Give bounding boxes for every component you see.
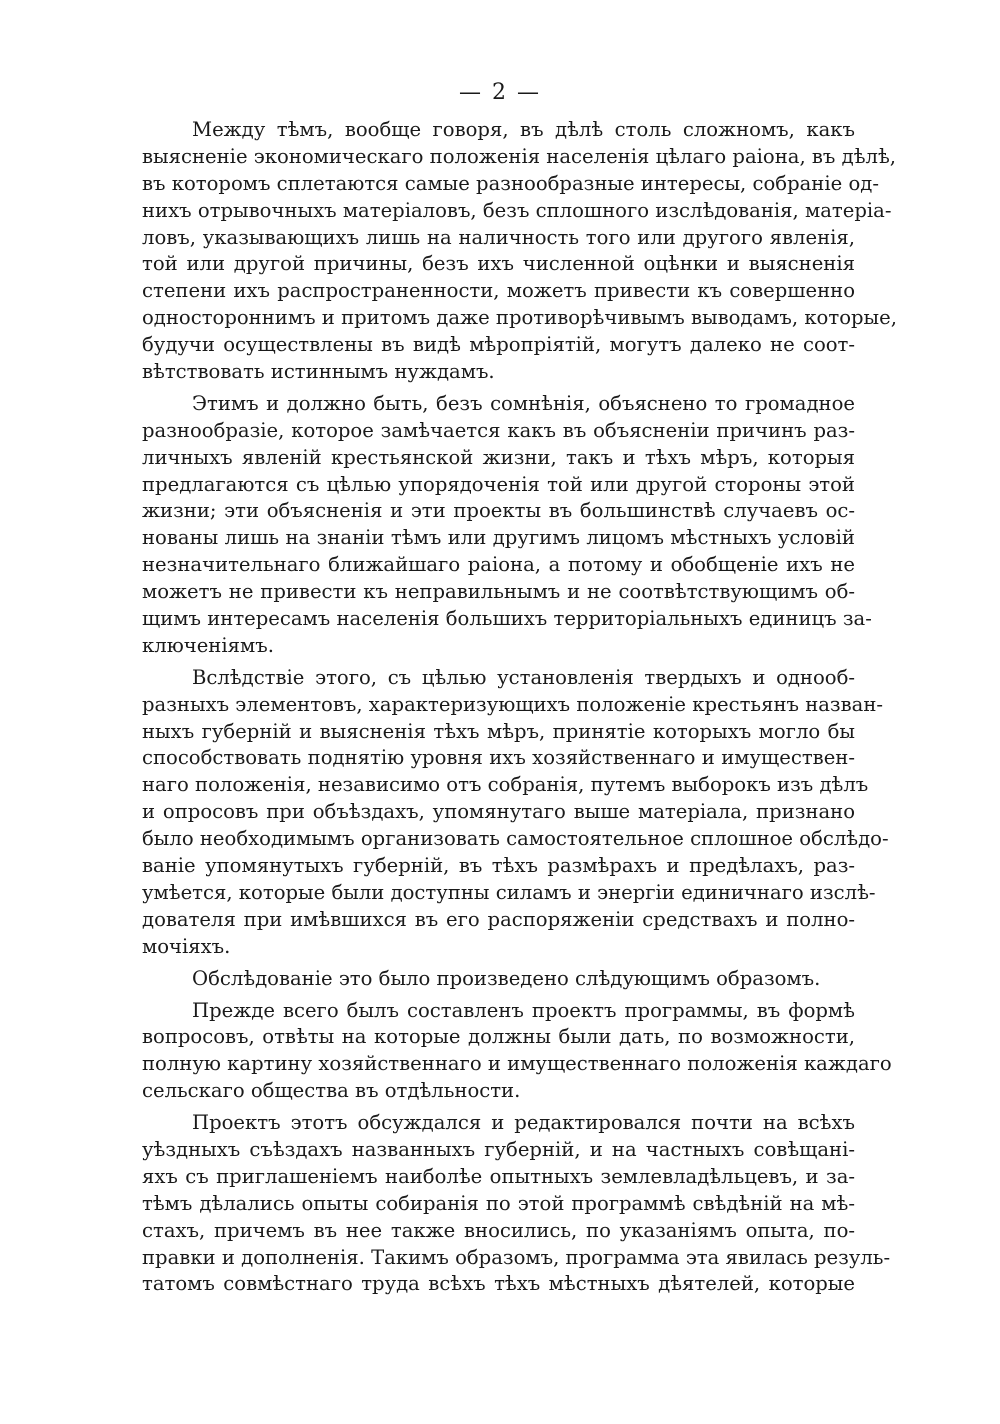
text-line: умѣется, которые были доступны силамъ и энергіи единичнаго изслѣ-	[142, 880, 876, 904]
paragraph	[142, 117, 897, 386]
text-line: щимъ интересамъ населенія большихъ территоріальныхъ единицъ за-	[142, 607, 872, 631]
text-line: мочіяхъ.	[142, 934, 231, 958]
text-line: Этимъ и должно быть, безъ сомнѣнія, объяснено то громадное	[192, 391, 855, 415]
text-line: стахъ, причемъ въ нее также вносились, по указаніямъ опыта, по-	[142, 1218, 855, 1242]
text-line: личныхъ явленій крестьянской жизни, такъ и тѣхъ мѣръ, которыя	[142, 445, 855, 469]
paragraph	[142, 665, 889, 961]
text-line: правки и дополненія. Такимъ образомъ, программа эта явилась резуль-	[142, 1245, 891, 1269]
paragraph	[142, 1110, 891, 1298]
page-number: — 2 —	[459, 80, 541, 105]
text-line: той или другой причины, безъ ихъ численной оцѣнки и выясненія	[142, 252, 855, 276]
paragraph	[142, 998, 892, 1106]
text-line: въ которомъ сплетаются самые разнообразные интересы, собраніе од-	[142, 171, 879, 195]
text-line: Между тѣмъ, вообще говоря, въ дѣлѣ столь сложномъ, какъ	[192, 118, 855, 141]
text-line: наго положенія, независимо отъ собранія, путемъ выборокъ изъ дѣлъ	[142, 773, 869, 797]
text-line: ныхъ губерній и выясненія тѣхъ мѣръ, принятіе которыхъ могло бы	[142, 719, 855, 743]
text-line: Вслѣдствіе этого, съ цѣлью установленія твердыхъ и однооб-	[192, 665, 855, 689]
text-line: было необходимымъ организовать самостоятельное сплошное обслѣдо-	[142, 827, 889, 851]
body-text	[142, 117, 897, 1303]
text-line: будучи осуществлены въ видѣ мѣропріятій, могутъ далеко не соот-	[142, 333, 855, 357]
text-line: яхъ съ приглашеніемъ наиболѣе опытныхъ землевладѣльцевъ, и за-	[142, 1164, 855, 1188]
text-line: татомъ совмѣстнаго труда всѣхъ тѣхъ мѣстныхъ дѣятелей, которые	[142, 1272, 855, 1296]
text-line: нихъ отрывочныхъ матеріаловъ, безъ сплошного изслѣдованія, матеріа-	[142, 198, 892, 222]
text-line: выясненіе экономическаго положенія населенія цѣлаго раіона, въ дѣлѣ,	[142, 144, 896, 168]
paragraph	[142, 391, 872, 660]
text-line: жизни; эти объясненія и эти проекты въ большинствѣ случаевъ ос-	[142, 499, 855, 523]
text-line: Прежде всего былъ составленъ проектъ программы, въ формѣ	[192, 998, 855, 1022]
text-line: предлагаются съ цѣлью упорядоченія той или другой стороны этой	[142, 472, 855, 496]
text-line: можетъ не привести къ неправильнымъ и не соотвѣтствующимъ об-	[142, 580, 855, 604]
text-line: ловъ, указывающихъ лишь на наличность того или другого явленія,	[142, 225, 855, 249]
paragraph	[142, 966, 855, 993]
text-line: ключеніямъ.	[142, 633, 274, 657]
text-line: Обслѣдованіе это было произведено слѣдующимъ образомъ.	[192, 966, 821, 990]
text-line: полную картину хозяйственнаго и имущественнаго положенія каждаго	[142, 1052, 892, 1076]
text-line: степени ихъ распространенности, можетъ привести къ совершенно	[142, 279, 855, 303]
text-line: дователя при имѣвшихся въ его распоряженіи средствахъ и полно-	[142, 907, 855, 931]
text-line: незначительнаго ближайшаго раіона, а потому и обобщеніе ихъ не	[142, 553, 855, 577]
text-line: нованы лишь на знаніи тѣмъ или другимъ лицомъ мѣстныхъ условій	[142, 526, 855, 550]
text-line: разнообразіе, которое замѣчается какъ въ объясненіи причинъ раз-	[142, 418, 855, 442]
text-line: вѣтствовать истиннымъ нуждамъ.	[142, 360, 495, 384]
text-line: ваніе упомянутыхъ губерній, въ тѣхъ размѣрахъ и предѣлахъ, раз-	[142, 854, 855, 878]
text-line: тѣмъ дѣлались опыты собиранія по этой программѣ свѣдѣній на мѣ-	[142, 1191, 855, 1215]
text-line: одностороннимъ и притомъ даже противорѣчивымъ выводамъ, которые,	[142, 306, 897, 330]
text-line: и опросовъ при объѣздахъ, упомянутаго выше матеріала, признано	[142, 800, 855, 824]
text-line: Проектъ этотъ обсуждался и редактировался почти на всѣхъ	[192, 1111, 855, 1135]
text-line: разныхъ элементовъ, характеризующихъ положеніе крестьянъ назван-	[142, 692, 884, 716]
text-line: вопросовъ, отвѣты на которые должны были дать, по возможности,	[142, 1025, 855, 1049]
text-line: сельскаго общества въ отдѣльности.	[142, 1079, 521, 1103]
text-line: уѣздныхъ съѣздахъ названныхъ губерній, и на частныхъ совѣщані-	[142, 1137, 855, 1161]
text-line: способствовать поднятію уровня ихъ хозяйственнаго и имуществен-	[142, 746, 855, 770]
